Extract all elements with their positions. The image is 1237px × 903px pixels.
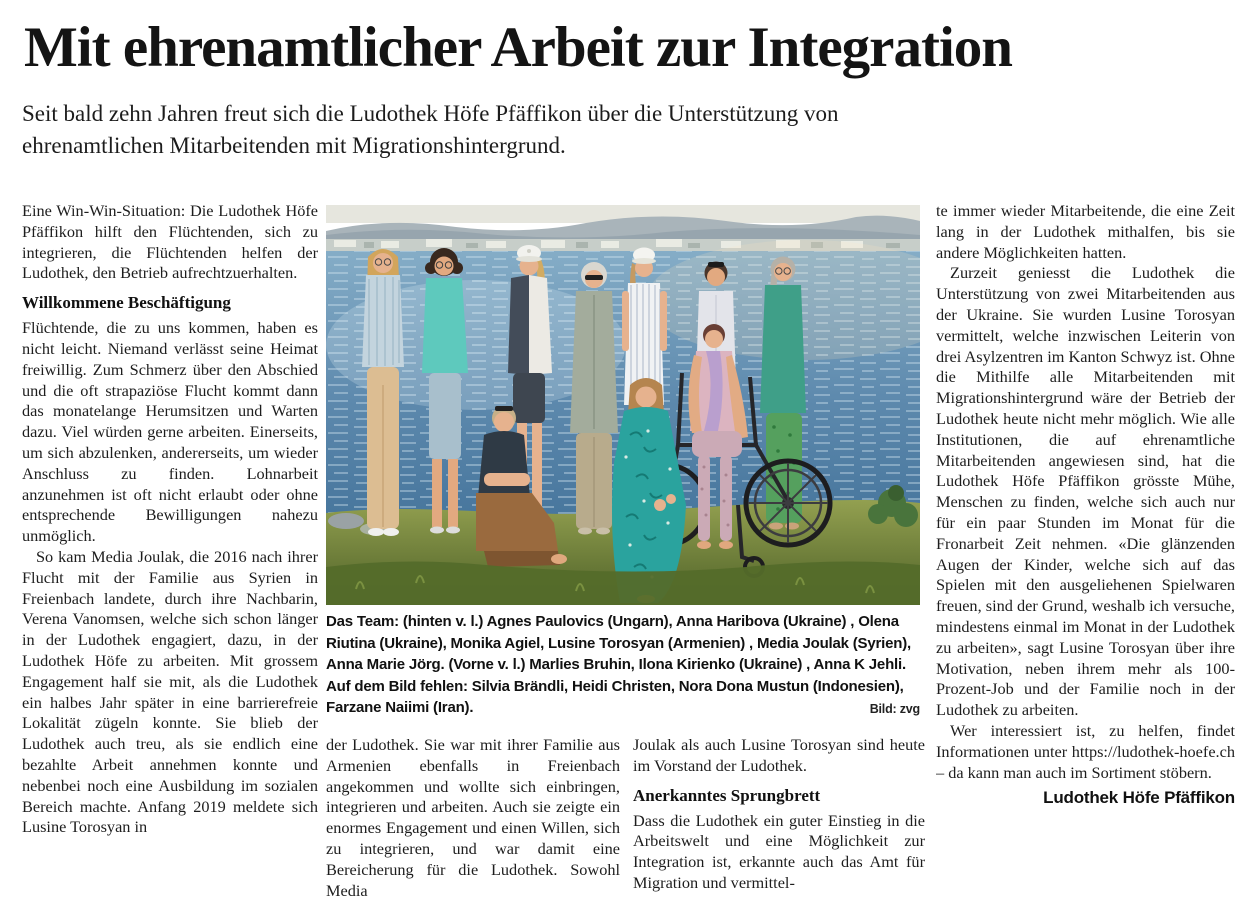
shore-rocks	[328, 513, 364, 529]
paragraph: So kam Media Joulak, die 2016 nach ihrer Flucht mit der Familie aus Syrien in Freienbach landete, durch ihre Nachbarin, Verena Vanomsen, welche sich schon länger in der Ludothek engagiert, dazu, in der Ludothek Höfe zu arbeiten. Mit grossem Engagement half sie mit, als die Ludothek ein halbes Jahr später in eine barrierefreie Lokalität zügeln konnte. Sie blieb der Ludothek auch treu, als sie endlich eine bezahlte Arbeit annehmen konnte und nebenbei noch eine Ausbildung im sozialen Bereich machte. Anfang 2019 meldete sich Lusine Torosyan in	[22, 546, 318, 837]
paragraph: Flüchtende, die zu uns kommen, haben es nicht leicht. Niemand verlässt seine Heimat freiwillig. Zum Schmerz über den Abschied und die oft strapaziöse Flucht kommt dann das monatelange Herumsitzen und Warten dazu. Viel würden gerne arbeiten. Einerseits, um sich abzulenken, andererseits, um wieder Anschluss zu finden. Lohnarbeit anzunehmen ist oft nicht erlaubt oder ohne entsprechende Bewilligungen nahezu unmöglich.	[22, 318, 318, 546]
team-photo-illustration	[326, 205, 920, 605]
subheading-willkommene-beschaeftigung: Willkommene Beschäftigung	[22, 293, 231, 313]
team-photo	[326, 205, 920, 605]
subheading-anerkanntes-sprungbrett: Anerkanntes Sprungbrett	[633, 785, 821, 805]
photo-credit: Bild: zvg	[869, 701, 920, 716]
text-column-1	[22, 201, 318, 903]
paragraph: Zurzeit geniesst die Ludothek die Unterstützung von zwei Mitarbeitenden aus der Ukraine. Sie wurden Lusine Torosyan vermittelt, welche inzwischen Leiterin von drei Asylzentren im Kanton Schwyz ist. Ohne die Mithilfe alle Mitarbeitenden mit Migrationshintergrund wäre der Betrieb der Ludothek heute nicht mehr möglich. Wie alle Institutionen, die auf ehrenamtliche Mitarbeitenden angewiesen sind, hat die Ludothek Höfe Pfäffikon grösste Mühe, Menschen zu finden, welche sich auch nur für ein paar Stunden im Monat für die Fronarbeit Zeit nehmen. «Die glänzenden Augen der Kinder, welche sich auf das Spielen mit den ausgeliehenen Spielwaren freuen, sind der Grund, weshalb ich versuche, mindestens einmal im Monat in der Ludothek zu arbeiten», sagt Lusine Torosyan über ihre Motivation, neben ihrem mehr als 100-Prozent-Job und der Familie noch in der Ludothek zu arbeiten.	[936, 263, 1235, 720]
text-column-3	[633, 735, 925, 903]
paragraph: Wer interessiert ist, zu helfen, findet Informationen unter https://ludothek-hoefe.ch – da kann man auch im Sortiment stöbern.	[936, 720, 1235, 782]
person-1-figure	[362, 249, 404, 536]
author-byline: Ludothek Höfe Pfäffikon	[1043, 788, 1235, 808]
headline: Mit ehrenamtlicher Arbeit zur Integration	[24, 16, 1012, 79]
photo-caption: Das Team: (hinten v. l.) Agnes Paulovics (Ungarn), Anna Haribova (Ukraine) , Olena Riutina (Ukraine), Monika Agiel, Lusine Torosyan (Armenien) , Media Joulak (Syrien), Anna Marie Jörg. (Vorne v. l.) Marlies Bruhin, Ilona Kirienko (Ukraine) , Anna K Jehli. Auf dem Bild fehlen: Silvia Brändli, Heidi Christen, Nora Dona Mustun (Indonesien), Farzane Naiimi (Iran).	[326, 613, 911, 716]
text-column-4	[936, 201, 1235, 903]
paragraph: Joulak als auch Lusine Torosyan sind heute im Vorstand der Ludothek.	[633, 735, 925, 775]
paragraph: te immer wieder Mitarbeitende, die eine Zeit lang in der Ludothek mithalfen, bis sie andere Möglichkeiten hatten.	[936, 201, 1235, 262]
lead-paragraph: Seit bald zehn Jahren freut sich die Ludothek Höfe Pfäffikon über die Unterstützung von ehrenamtlichen Mitarbeitenden mit Migrationshintergrund.	[22, 101, 839, 158]
paragraph: der Ludothek. Sie war mit ihrer Familie aus Armenien ebenfalls in Freienbach angekommen und wollte sich einbringen, integrieren und arbeiten. Auch sie zeigte ein enormes Engagement und einen Willen, sich zu integrieren, und war damit eine Bereicherung für die Ludothek. Sowohl Media	[326, 735, 620, 900]
photo-caption-block	[326, 611, 920, 719]
person-4-figure	[570, 262, 618, 535]
paragraph: Eine Win-Win-Situation: Die Ludothek Höfe Pfäffikon hilft den Flüchtenden, sich zu integrieren, die Flüchtenden helfen der Ludothek, den Betrieb aufrechtzuerhalten.	[22, 201, 318, 283]
paragraph: Dass die Ludothek ein guter Einstieg in die Arbeitswelt und eine Möglichkeit zur Integration ist, erkannte auch das Amt für Migration und vermittel-	[633, 810, 925, 892]
text-column-2	[326, 735, 620, 903]
